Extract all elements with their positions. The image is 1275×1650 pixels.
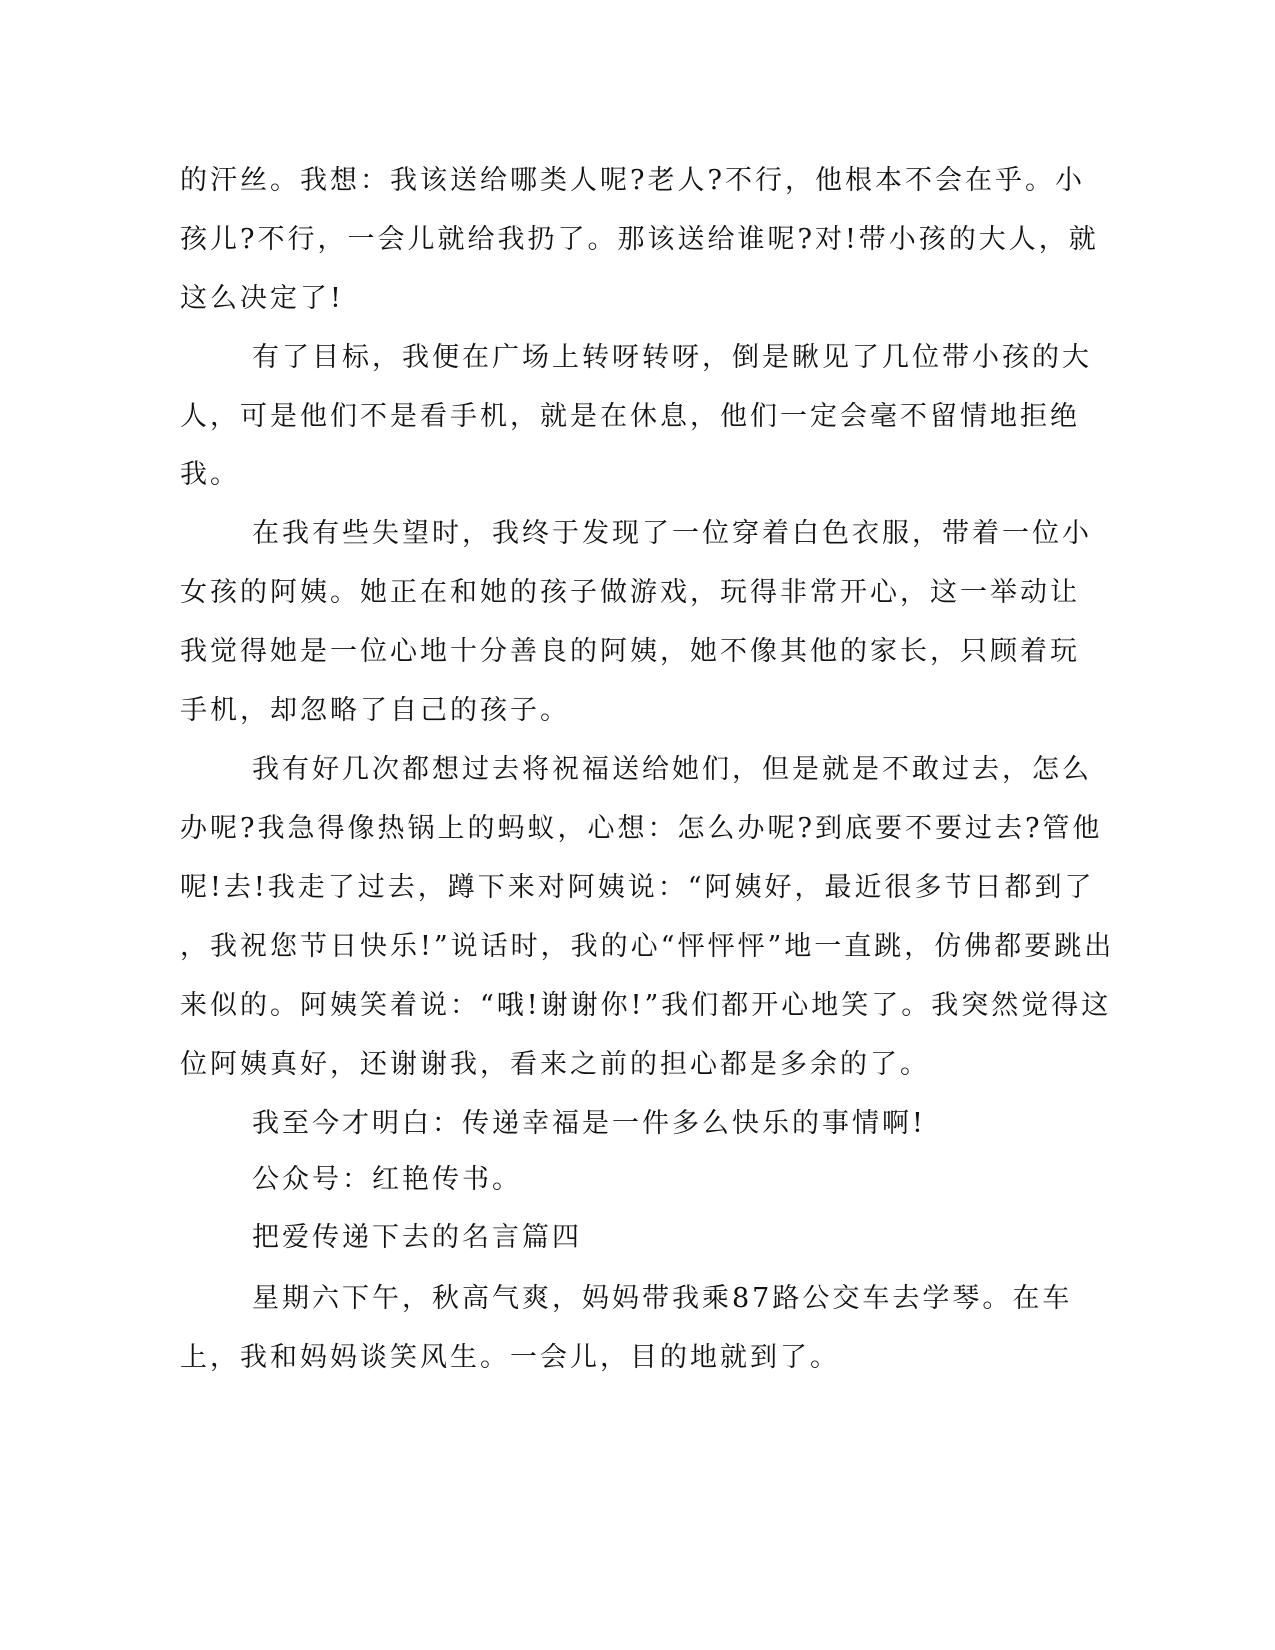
section-heading: 把爱传递下去的名言篇四 — [252, 1222, 582, 1253]
text-line: 呢!去!我走了过去，蹲下来对阿姨说：“阿姨好，最近很多节日都到了 — [180, 872, 1095, 903]
text-line: 办呢?我急得像热锅上的蚂蚁，心想：怎么办呢?到底要不要过去?管他 — [180, 813, 1103, 844]
text-line: 位阿姨真好，还谢谢我，看来之前的担心都是多余的了。 — [180, 1049, 930, 1080]
text-line: 来似的。阿姨笑着说：“哦!谢谢你!”我们都开心地笑了。我突然觉得这 — [180, 990, 1112, 1021]
text-line: 的汗丝。我想：我该送给哪类人呢?老人?不行，他根本不会在乎。小 — [180, 165, 1085, 196]
paragraph-first-line: 有了目标，我便在广场上转呀转呀，倒是瞅见了几位带小孩的大 — [252, 342, 1092, 373]
text-line: 上，我和妈妈谈笑风生。一会儿，目的地就到了。 — [180, 1342, 840, 1373]
text-line: 这么决定了! — [180, 283, 344, 314]
paragraph-first-line: 在我有些失望时，我终于发现了一位穿着白色衣服，带着一位小 — [252, 518, 1092, 549]
wechat-account-line: 公众号：红艳传书。 — [252, 1164, 522, 1195]
text-line: 手机，却忽略了自己的孩子。 — [180, 695, 570, 726]
text-line: 人，可是他们不是看手机，就是在休息，他们一定会毫不留情地拒绝 — [180, 401, 1080, 432]
paragraph-first-line: 我至今才明白：传递幸福是一件多么快乐的事情啊! — [252, 1108, 926, 1139]
text-line: 我。 — [180, 459, 240, 490]
text-line: 我觉得她是一位心地十分善良的阿姨，她不像其他的家长，只顾着玩 — [180, 636, 1080, 667]
paragraph-first-line: 我有好几次都想过去将祝福送给她们，但是就是不敢过去，怎么 — [252, 754, 1092, 785]
paragraph-first-line: 星期六下午，秋高气爽，妈妈带我乘87路公交车去学琴。在车 — [252, 1283, 1073, 1314]
text-line: 孩儿?不行，一会儿就给我扔了。那该送给谁呢?对!带小孩的大人，就 — [180, 224, 1099, 255]
text-line: ，我祝您节日快乐!”说话时，我的心“怦怦怦”地一直跳，仿佛都要跳出 — [180, 931, 1115, 962]
text-line: 女孩的阿姨。她正在和她的孩子做游戏，玩得非常开心，这一举动让 — [180, 577, 1080, 608]
